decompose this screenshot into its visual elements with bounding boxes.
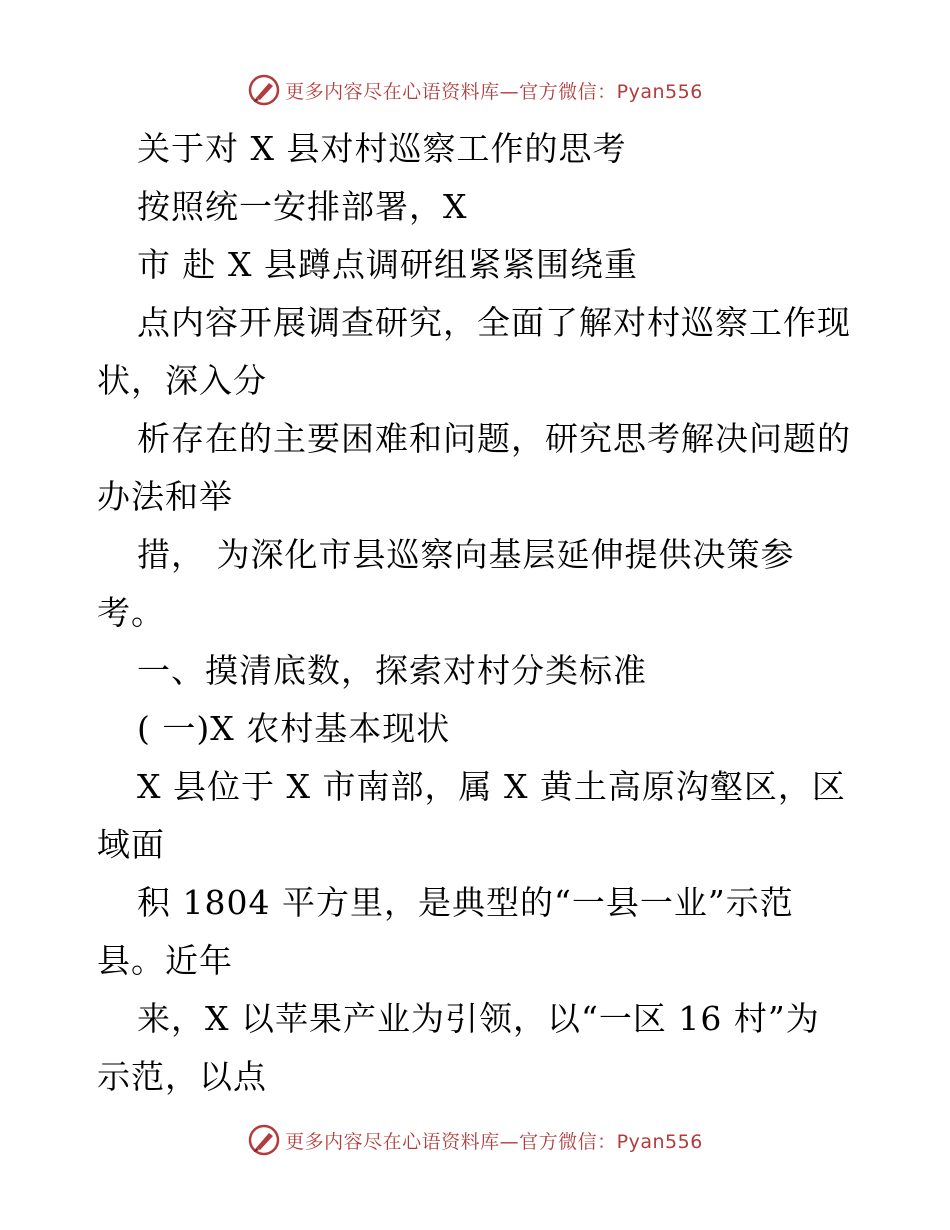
paragraph-line: 析存在的主要困难和问题，研究思考解决问题的 [137, 419, 851, 458]
paragraph-line: 按照统一安排部署，X [137, 187, 468, 226]
pen-logo-icon [247, 73, 281, 107]
doc-title: 关于对 X 县对村巡察工作的思考 [137, 129, 627, 168]
paragraph-line: 措， 为深化市县巡察向基层延伸提供决策参 [137, 535, 795, 574]
paragraph-line: X 县位于 X 市南部，属 X 黄土高原沟壑区，区 [137, 767, 846, 806]
watermark-header [0, 70, 950, 110]
paragraph-line: 状，深入分 [97, 361, 267, 400]
document-body [97, 120, 857, 1106]
paragraph-line: 点内容开展调查研究，全面了解对村巡察工作现 [137, 303, 851, 342]
watermark-text: 更多内容尽在心语资料库—官方微信：Pyan556 [285, 80, 703, 103]
watermark-text: 更多内容尽在心语资料库—官方微信：Pyan556 [285, 1130, 703, 1153]
paragraph-line: 域面 [97, 825, 165, 864]
section-heading: 一、摸清底数，探索对村分类标准 [137, 651, 647, 690]
paragraph-line: 市 赴 X 县蹲点调研组紧紧围绕重 [137, 245, 638, 284]
paragraph-line: 来，X 以苹果产业为引领，以“一区 16 村”为 [137, 999, 820, 1038]
paragraph-line: 办法和举 [97, 477, 233, 516]
paragraph-line: 积 1804 平方里，是典型的“一县一业”示范 [137, 883, 794, 922]
paragraph-line: 县。近年 [97, 941, 233, 980]
paragraph-line: 示范，以点 [97, 1057, 267, 1096]
subsection-heading: ( 一)X 农村基本现状 [137, 709, 451, 748]
paragraph-line: 考。 [97, 593, 165, 632]
pen-logo-icon [247, 1123, 281, 1157]
watermark-footer [0, 1120, 950, 1160]
